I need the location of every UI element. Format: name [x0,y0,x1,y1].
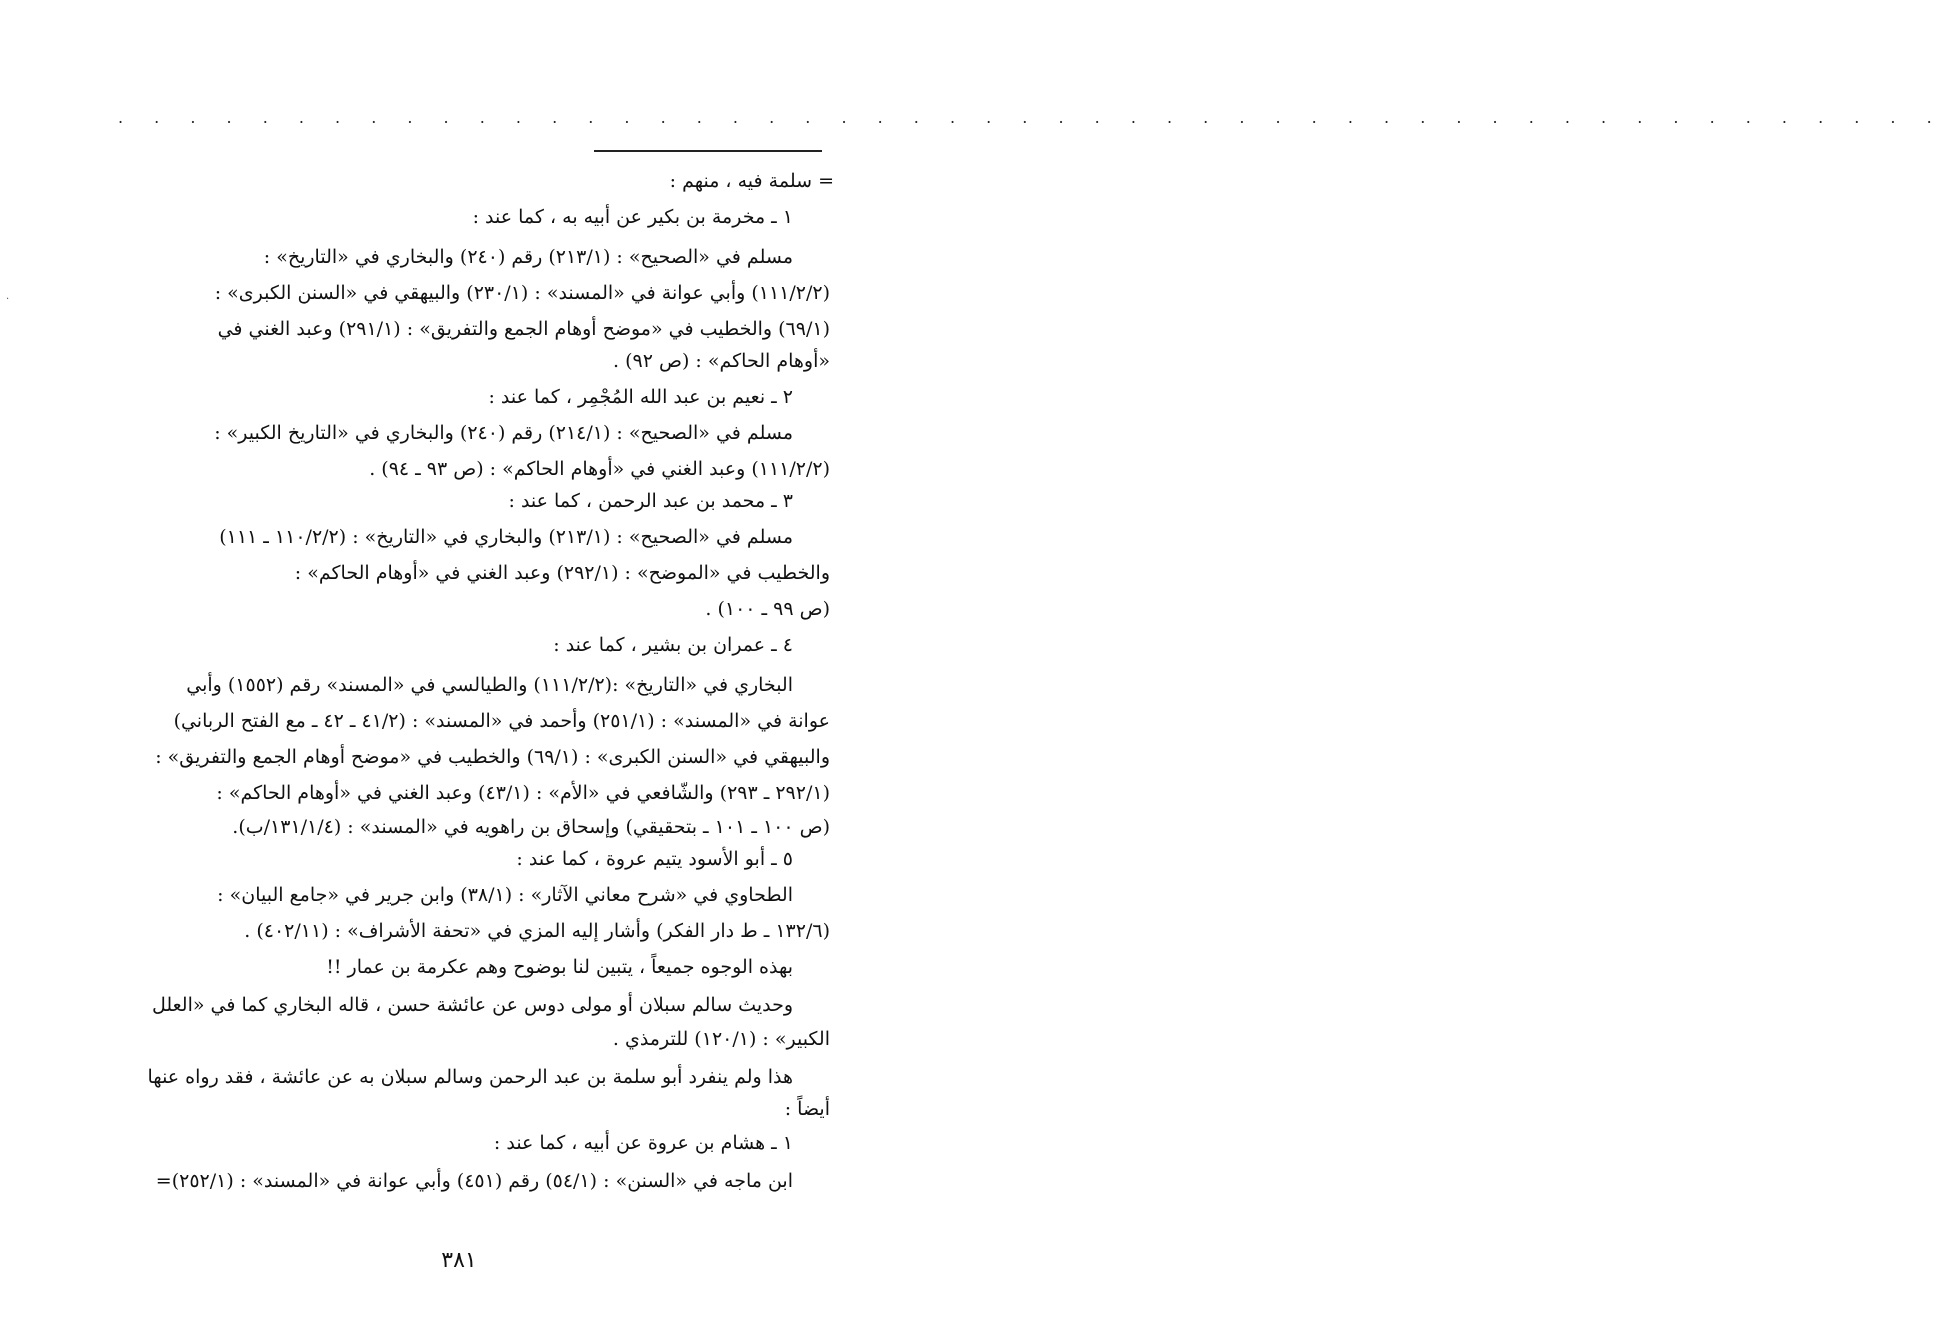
text-line: ٥ ـ أبو الأسود يتيم عروة ، كما عند : [516,848,793,870]
text-line: (١٣٢/٦ ـ ط دار الفكر) وأشار إليه المزي في «تحفة الأشراف» : (٤٠٢/١١) . [244,920,830,942]
footnote-dotted-separator: . . . . . . . . . . . . . . . . . . . . . . . . . . . . . . . . . . . . . . . . . . . . . . . . . . . [118,108,1945,127]
footnote-rule [594,150,822,152]
text-line: بهذه الوجوه جميعاً ، يتبين لنا بوضوح وهم عكرمة بن عمار !! [326,956,793,978]
text-line: ٢ ـ نعيم بن عبد الله المُجْمِر ، كما عند : [488,386,793,408]
text-line: (ص ١٠٠ ـ ١٠١ ـ بتحقيقي) وإسحاق بن راهويه في «المسند» : (١٣١/١/٤/ب). [232,816,830,838]
page-number: ٣٨١ [441,1248,477,1273]
text-line: ٣ ـ محمد بن عبد الرحمن ، كما عند : [508,490,793,512]
text-line: (ص ٩٩ ـ ١٠٠) . [705,598,830,620]
text-line: والبيهقي في «السنن الكبرى» : (٦٩/١) والخطيب في «موضح أوهام الجمع والتفريق» : [155,746,830,768]
text-line: ١ ـ هشام بن عروة عن أبيه ، كما عند : [493,1132,793,1154]
text-line: الطحاوي في «شرح معاني الآثار» : (٣٨/١) وابن جرير في «جامع البيان» : [217,884,793,906]
text-line: ١ ـ مخرمة بن بكير عن أبيه به ، كما عند : [472,206,793,228]
text-line: مسلم في «الصحيح» : (٢١٣/١) رقم (٢٤٠) والبخاري في «التاريخ» : [263,246,793,268]
text-line: عوانة في «المسند» : (٢٥١/١) وأحمد في «المسند» : (٤١/٢ ـ ٤٢ ـ مع الفتح الرباني) [173,710,830,732]
text-line: (٢٩٢/١ ـ ٢٩٣) والشّافعي في «الأم» : (٤٣/١) وعبد الغني في «أوهام الحاكم» : [216,782,830,804]
text-line: والخطيب في «الموضح» : (٢٩٢/١) وعبد الغني في «أوهام الحاكم» : [294,562,830,584]
text-line: = سلمة فيه ، منهم : [669,170,834,192]
text-line: أيضاً : [784,1098,830,1120]
text-line: مسلم في «الصحيح» : (٢١٤/١) رقم (٢٤٠) والبخاري في «التاريخ الكبير» : [214,422,793,444]
text-line: الكبير» : (١٢٠/١) للترمذي . [612,1028,830,1050]
text-line: مسلم في «الصحيح» : (٢١٣/١) والبخاري في «التاريخ» : (١١٠/٢/٢ ـ ١١١) [219,526,793,548]
text-line: ٤ ـ عمران بن بشير ، كما عند : [553,634,793,656]
text-line: ابن ماجه في «السنن» : (٥٤/١) رقم (٤٥١) وأبي عوانة في «المسند» : (٢٥٢/١)= [155,1170,793,1192]
margin-mark: · [6,294,10,305]
text-line: وحديث سالم سبلان أو مولى دوس عن عائشة حسن ، قاله البخاري كما في «العلل [151,994,793,1016]
text-line: هذا ولم ينفرد أبو سلمة بن عبد الرحمن وسالم سبلان به عن عائشة ، فقد رواه عنها [147,1066,793,1088]
text-line: (١١١/٢/٢) وأبي عوانة في «المسند» : (٢٣٠/١) والبيهقي في «السنن الكبرى» : [214,282,830,304]
text-line: (١١١/٢/٢) وعبد الغني في «أوهام الحاكم» : (ص ٩٣ ـ ٩٤) . [369,458,830,480]
text-line: (٦٩/١) والخطيب في «موضح أوهام الجمع والتفريق» : (٢٩١/١) وعبد الغني في [217,318,830,340]
text-line: «أوهام الحاكم» : (ص ٩٢) . [613,350,830,372]
text-line: البخاري في «التاريخ» :(١١١/٢/٢) والطيالسي في «المسند» رقم (١٥٥٢) وأبي [186,674,793,696]
